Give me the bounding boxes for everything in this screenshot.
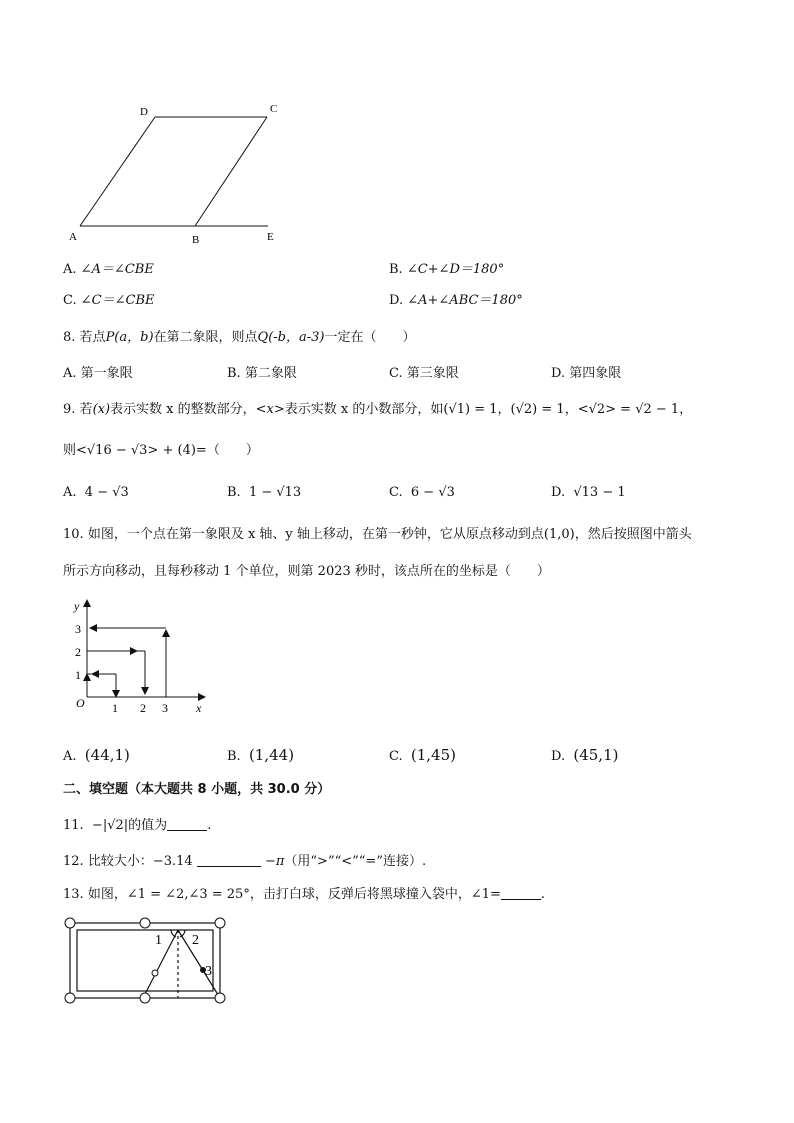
q9-option-c[interactable]: C. 6 − √3 bbox=[389, 485, 455, 500]
q10-stem-line1: 10. 如图，一个点在第一象限及 x 轴、y 轴上移动，在第一秒钟，它从原点移动到点(1,0)，然后按照图中箭头 bbox=[63, 527, 692, 542]
q10-option-c[interactable]: C. (1,45) bbox=[389, 746, 456, 764]
q9-stem-line1: 9. 若(x)表示实数 x 的整数部分，<x>表示实数 x 的小数部分，如(√1) = 1，(√2) = 1，<√2> = √2 − 1， bbox=[63, 402, 693, 417]
section-title-fill-in: 二、填空题（本大题共 8 小题，共 30.0 分） bbox=[63, 782, 331, 797]
q9-option-a[interactable]: A. 4 − √3 bbox=[63, 485, 129, 500]
y-tick-1: 1 bbox=[75, 668, 81, 682]
pocket-top-middle bbox=[140, 918, 150, 928]
label-b: B bbox=[192, 234, 200, 246]
q7-option-c[interactable]: C. ∠C＝∠CBE bbox=[63, 293, 155, 308]
q11-stem: 11. −|√2|的值为 . bbox=[63, 818, 212, 833]
white-ball bbox=[152, 970, 158, 976]
q8-stem: 8. 若点P(a，b)在第二象限，则点Q(-b，a-3)一定在（ ） bbox=[63, 330, 416, 345]
q11-answer-blank[interactable] bbox=[167, 830, 207, 831]
q12-answer-blank[interactable] bbox=[197, 866, 261, 867]
angle-label-2: 2 bbox=[192, 933, 199, 948]
q12-stem: 12. 比较大小：−3.14 −π（用“>”“<”“=”连接）. bbox=[63, 854, 427, 869]
pocket-top-right bbox=[215, 918, 225, 928]
q7-option-d[interactable]: D. ∠A+∠ABC＝180° bbox=[389, 293, 523, 308]
q8-option-d[interactable]: D. 第四象限 bbox=[551, 366, 622, 381]
origin-label: O bbox=[76, 696, 85, 710]
q9-option-b[interactable]: B. 1 − √13 bbox=[227, 485, 302, 500]
pocket-bottom-middle bbox=[140, 993, 150, 1003]
q13-stem: 13. 如图，∠1 = ∠2,∠3 = 25°，击打白球，反弹后将黑球撞入袋中，∠1= . bbox=[63, 887, 546, 902]
q10-stem-line2: 所示方向移动，且每秒移动 1 个单位，则第 2023 秒时，该点所在的坐标是（ ） bbox=[63, 564, 550, 579]
label-a: A bbox=[69, 231, 77, 243]
label-c: C bbox=[270, 103, 278, 115]
label-d: D bbox=[140, 106, 148, 118]
x-axis-label: x bbox=[196, 701, 202, 715]
parallelogram-figure bbox=[0, 0, 794, 250]
x-tick-2: 2 bbox=[140, 701, 146, 715]
x-tick-3: 3 bbox=[162, 701, 168, 715]
q8-option-a[interactable]: A. 第一象限 bbox=[63, 366, 133, 381]
q7-option-a[interactable]: A. ∠A＝∠CBE bbox=[63, 262, 154, 277]
y-tick-2: 2 bbox=[75, 645, 81, 659]
q9-stem-line2: 则<√16 − √3> + (4)=（ ） bbox=[63, 443, 259, 458]
y-axis-label: y bbox=[74, 599, 80, 613]
segment-ad bbox=[80, 117, 155, 226]
q10-option-b[interactable]: B. (1,44) bbox=[227, 746, 295, 764]
q10-option-d[interactable]: D. (45,1) bbox=[551, 746, 619, 764]
q8-option-b[interactable]: B. 第二象限 bbox=[227, 366, 297, 381]
q10-option-a[interactable]: A. (44,1) bbox=[63, 746, 130, 764]
pocket-bottom-right bbox=[215, 993, 225, 1003]
label-e: E bbox=[267, 231, 274, 243]
angle-label-1: 1 bbox=[155, 933, 162, 948]
angle-label-3: 3 bbox=[205, 964, 212, 979]
grid-path-figure bbox=[0, 590, 794, 720]
q13-answer-blank[interactable] bbox=[501, 899, 541, 900]
shot-line-right bbox=[178, 930, 220, 998]
pocket-top-left bbox=[65, 918, 75, 928]
segment-cb bbox=[195, 117, 267, 226]
q7-option-b[interactable]: B. ∠C+∠D＝180° bbox=[389, 262, 505, 277]
x-tick-1: 1 bbox=[112, 701, 118, 715]
q8-option-c[interactable]: C. 第三象限 bbox=[389, 366, 459, 381]
q9-option-d[interactable]: D. √13 − 1 bbox=[551, 485, 626, 500]
billiard-table-figure bbox=[0, 905, 794, 1015]
pocket-bottom-left bbox=[65, 993, 75, 1003]
y-tick-3: 3 bbox=[75, 622, 81, 636]
